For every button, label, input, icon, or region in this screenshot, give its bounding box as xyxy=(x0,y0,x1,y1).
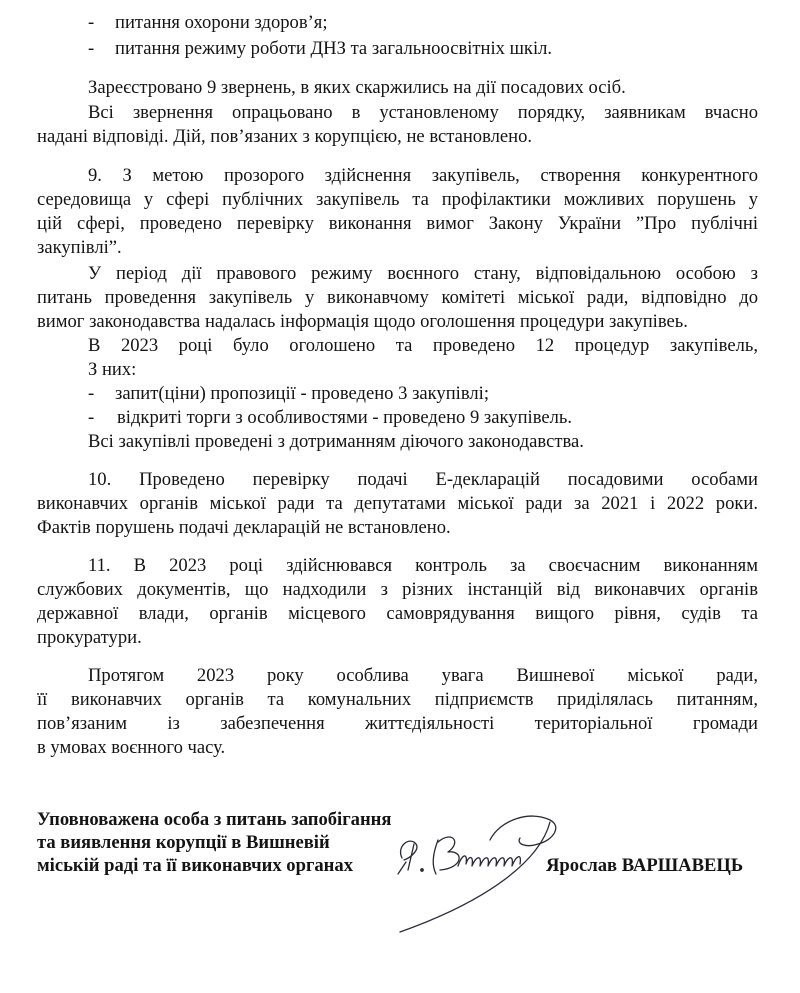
closing-line4: в умовах воєнного часу. xyxy=(37,737,226,758)
item9-line4: закупівлі”. xyxy=(37,237,122,258)
signatory-name: Ярослав ВАРШАВЕЦЬ xyxy=(546,855,744,876)
item9-line2: середовища у сфері публічних закупівель та профілактики можливих порушень у xyxy=(37,189,758,210)
bullet-open-tenders: відкриті торги з особливостями - проведено 9 закупівель. xyxy=(117,407,573,428)
bullet-request-quotes: запит(ціни) пропозиції - проведено 3 закупівлі; xyxy=(115,383,489,404)
item9-2023-line2: З них: xyxy=(88,359,137,380)
item10-line3: Фактів порушень подачі декларацій не встановлено. xyxy=(37,517,451,538)
bullet-dash: - xyxy=(88,383,95,404)
handwritten-signature xyxy=(340,800,570,940)
item11-line4: прокуратури. xyxy=(37,627,142,648)
item11-line1: 11. В 2023 році здійснювався контроль за своєчасним виконанням xyxy=(88,555,758,576)
bullet-dash: - xyxy=(88,407,95,428)
item9-line3: цій сфері, проведено перевірку виконання вимог Закону України ”Про публічні xyxy=(37,213,758,234)
appeals-registered: Зареєстровано 9 звернень, в яких скаржились на дії посадових осіб. xyxy=(88,77,626,98)
closing-line1: Протягом 2023 року особлива увага Вишневої міської ради, xyxy=(88,665,758,686)
item11-line3: державної влади, органів місцевого самоврядування вищого рівня, судів та xyxy=(37,603,758,624)
bullet-health: питання охорони здоров’я; xyxy=(115,12,328,33)
bullet-dash: - xyxy=(88,38,95,59)
appeals-processed-line1: Всі звернення опрацьовано в установленому порядку, заявникам вчасно xyxy=(88,102,758,123)
item9-martial-line1: У період дії правового режиму воєнного стану, відповідальною особою з xyxy=(88,263,758,284)
signatory-role-line3: міській раді та її виконавчих органах xyxy=(37,855,353,876)
item9-conclusion: Всі закупівлі проведені з дотриманням діючого законодавства. xyxy=(88,431,584,452)
item9-martial-line2: питань проведення закупівель у виконавчому комітеті міської ради, відповідно до xyxy=(37,287,758,308)
item10-line2: виконавчих органів міської ради та депутатами міської ради за 2021 і 2022 роки. xyxy=(37,493,758,514)
bullet-school-schedule: питання режиму роботи ДНЗ та загальноосвітніх шкіл. xyxy=(115,38,553,59)
signatory-role-line1: Уповноважена особа з питань запобігання xyxy=(37,809,392,830)
bullet-dash: - xyxy=(88,12,95,33)
item9-martial-line3: вимог законодавства надалась інформація щодо оголошення процедури закупівеь. xyxy=(37,311,688,332)
signatory-role-line2: та виявлення корупції в Вишневій xyxy=(37,832,330,853)
item10-line1: 10. Проведено перевірку подачі Е-декларацій посадовими особами xyxy=(88,469,758,490)
closing-line3: пов’язаним із забезпечення життєдіяльності територіальної громади xyxy=(37,713,758,734)
item11-line2: службових документів, що надходили з різних інстанцій від виконавчих органів xyxy=(37,579,758,600)
closing-line2: її виконавчих органів та комунальних підприємств приділялась питанням, xyxy=(37,689,758,710)
item9-2023-line1: В 2023 році було оголошено та проведено 12 процедур закупівель, xyxy=(88,335,758,356)
appeals-processed-line2: надані відповіді. Дій, пов’язаних з корупцією, не встановлено. xyxy=(37,126,533,147)
item9-line1: 9. З метою прозорого здійснення закупівель, створення конкурентного xyxy=(88,165,758,186)
